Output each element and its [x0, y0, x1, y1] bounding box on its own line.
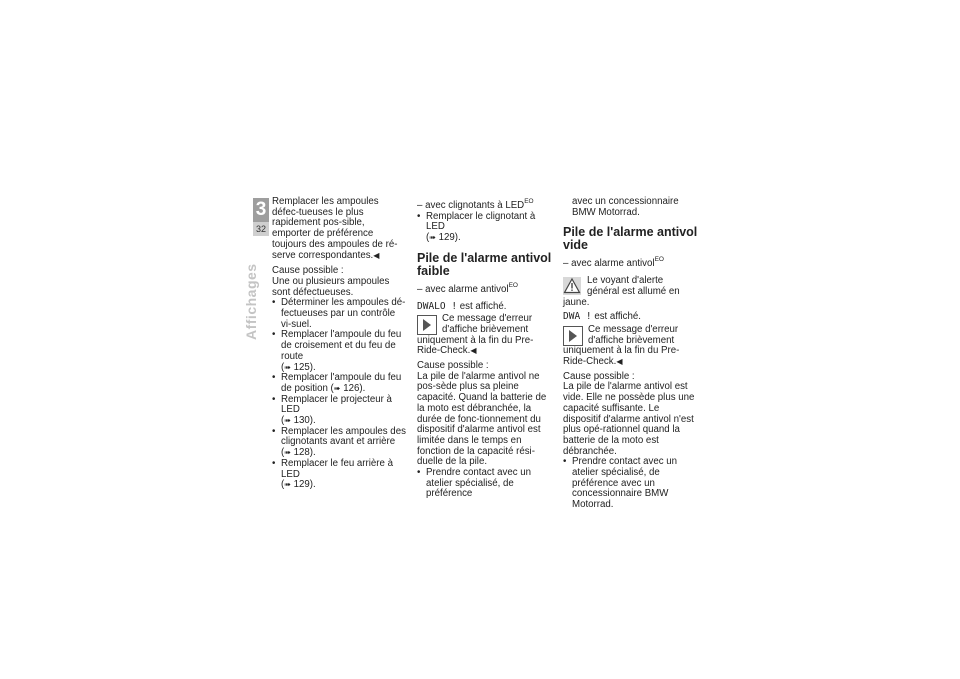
section-heading: Pile de l'alarme antivol faible: [417, 250, 552, 278]
warning-triangle-icon: [563, 277, 581, 295]
info-note: [417, 314, 552, 357]
column-3: [563, 197, 698, 511]
list-item: • Remplacer le feu arrière à LED (➠ 129).: [272, 459, 406, 491]
list-item: • Remplacer le clignotant à LED (➠ 129).: [417, 212, 552, 244]
warning-text: Le voyant d'alerte général est allumé en jaune.: [563, 275, 680, 308]
page-ref[interactable]: 129).: [438, 232, 461, 244]
list-item: • Déterminer les ampoules dé-fectueuses par un contrôle vi-suel.: [272, 298, 406, 330]
page-ref-arrow-icon: ➠: [284, 416, 291, 426]
list-item: • Remplacer l'ampoule du feu de position (➠ 126).: [272, 373, 406, 394]
display-code: DWA !: [563, 311, 592, 323]
page-number: 32: [253, 222, 269, 236]
page-ref[interactable]: 128).: [293, 447, 316, 459]
chapter-number: 3: [253, 198, 269, 222]
page-ref[interactable]: 130).: [293, 415, 316, 427]
end-of-section-icon: ◀: [616, 357, 623, 367]
cause-label: Cause possible :: [417, 360, 489, 372]
led-list: [417, 212, 552, 244]
warning-note: [563, 276, 698, 308]
page-ref-arrow-icon: ➠: [284, 362, 291, 372]
info-arrow-icon: [417, 315, 437, 335]
display-message: DWA ! est affiché.: [563, 311, 641, 323]
cause-label: Cause possible :: [563, 370, 635, 382]
page-ref[interactable]: 125).: [293, 361, 316, 373]
continued-text: avec un concessionnaire BMW Motorrad.: [572, 196, 679, 218]
cause-label: Cause possible :: [272, 265, 344, 277]
page-ref-arrow-icon: ➠: [429, 233, 436, 243]
display-message: DWALO ! est affiché.: [417, 300, 507, 312]
display-code: DWALO !: [417, 300, 458, 312]
page-ref-arrow-icon: ➠: [284, 448, 291, 458]
intro-paragraph: Remplacer les ampoules défec-tueuses le plus rapidement pos-sible, emporter de préférence toujours des ampoules de ré-serve correspondantes.◀: [272, 196, 398, 261]
info-text: Ce message d'erreur d'affiche brièvement uniquement à la fin du Pre-Ride-Check.◀: [417, 313, 534, 357]
page-ref[interactable]: 129).: [293, 479, 316, 491]
column-1: [272, 197, 406, 491]
option-alarm: – avec alarme antivol$^{EO}$: [417, 281, 552, 296]
column-2: [417, 197, 552, 500]
info-text: Ce message d'erreur d'affiche brièvement uniquement à la fin du Pre-Ride-Check.◀: [563, 323, 680, 368]
option-alarm: – avec alarme antivol$^{EO}$: [563, 255, 698, 270]
list-item: • Remplacer le projecteur à LED (➠ 130).: [272, 395, 406, 427]
end-of-section-icon: ◀: [470, 346, 477, 356]
contact-list: [563, 457, 698, 511]
cause-text: Une ou plusieurs ampoules sont défectueuses.: [272, 275, 390, 298]
info-note: [563, 325, 698, 368]
option-led: – avec clignotants à $LED^{EO}$: [417, 197, 552, 212]
list-item: • Remplacer l'ampoule du feu de croisement et du feu de route (➠ 125).: [272, 330, 406, 373]
section-heading: Pile de l'alarme antivol vide: [563, 225, 698, 253]
page-ref[interactable]: 126).: [343, 382, 366, 394]
list-item: • Remplacer les ampoules des clignotants avant et arrière (➠ 128).: [272, 427, 406, 459]
page-ref-arrow-icon: ➠: [333, 383, 341, 393]
contact-list: [417, 468, 552, 500]
page-ref-arrow-icon: ➠: [284, 480, 291, 490]
cause-text: La pile de l'alarme antivol est vide. Elle ne possède plus une capacité suffisante. Le dispositif d'alarme antivol n'est plus opé-rationnel quand la batterie de la moto est débranchée.: [563, 381, 695, 457]
action-list: [272, 298, 406, 491]
info-arrow-icon: [563, 326, 583, 346]
list-item: • Prendre contact avec un atelier spécialisé, de préférence avec un concessionnaire BMW Motorrad.: [563, 457, 698, 511]
end-of-section-icon: ◀: [373, 250, 380, 260]
cause-text: La pile de l'alarme antivol ne pos-sède plus sa pleine capacité. Quand la batterie de la moto est débranchée, la durée de fonc-tionnement du dispositif d'alarme antivol est limitée dans le temps en fonction de la capacité rési-duelle de la pile.: [417, 370, 547, 468]
list-item: • Prendre contact avec un atelier spécialisé, de préférence: [417, 468, 552, 500]
chapter-side-title: Affichages: [243, 263, 259, 340]
